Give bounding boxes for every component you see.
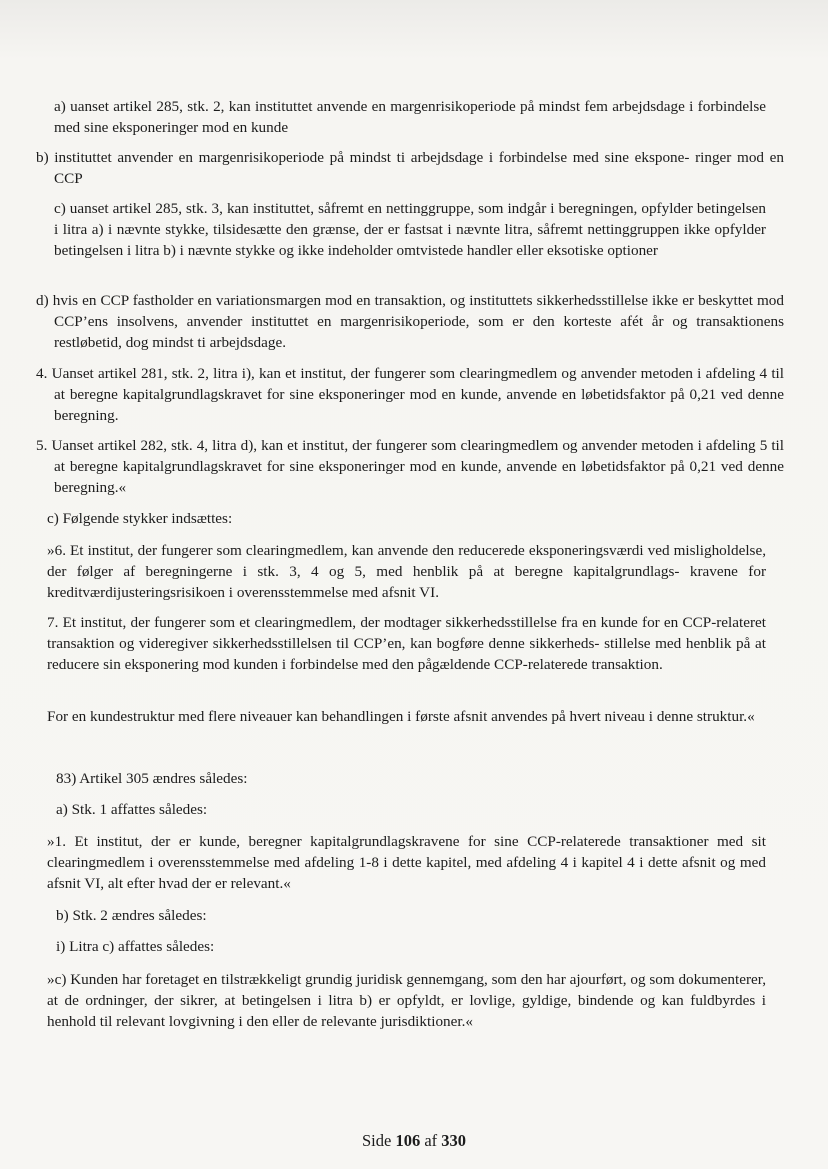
paragraph-b-margin-period-ccp: b) instituttet anvender en margenrisikoperiode på mindst ti arbejdsdage i forbindelse med sine ekspone- ringer mod en CCP	[36, 149, 784, 187]
paragraph-b-stk-2: b) Stk. 2 ændres således:	[56, 907, 207, 924]
paragraph-c-legal-review: »c) Kunden har foretaget en tilstrækkeligt grundig juridisk gennemgang, som den har ajourført, og som dokumenterer, at de ordninger, der sikrer, at betingelsen i litra b) er opfyldt, er lovlige, gyldige, bindende og kan fuldbyrdes i henhold til relevant lovgivning i den eller de relevante jurisdiktioner.«	[47, 971, 766, 1030]
footer-prefix: Side	[361, 1131, 392, 1150]
paragraph-83-article-305: 83) Artikel 305 ændres således:	[56, 770, 248, 787]
footer-current-page: 106	[395, 1131, 421, 1150]
footer-total-pages: 330	[441, 1131, 467, 1150]
paragraph-7-collateral: 7. Et institut, der fungerer som et clearingmedlem, der modtager sikkerhedsstillelse fra en kunde for en CCP-relateret transaktion og videregiver sikkerhedsstillelsen til CCP’en, kan bogføre denne sikkerheds- stillelse med henblik på at reducere sin eksponering mod kunden i forbindelse med den pågældende CCP-relaterede transaktion.	[47, 614, 766, 673]
footer-middle: af	[424, 1131, 438, 1150]
paragraph-c-following-inserted: c) Følgende stykker indsættes:	[47, 510, 233, 527]
paragraph-d-variation-margin: d) hvis en CCP fastholder en variationsmargen mod en transaktion, og instituttets sikkerhedsstillelse ikke er beskyttet mod CCP’ens insolvens, anvender instituttet en margenrisikoperiode, som er den korteste afét år og transaktionens restløbetid, dog mindst ti arbejdsdage.	[36, 292, 784, 351]
paragraph-5-maturity-factor: 5. Uanset artikel 282, stk. 4, litra d), kan et institut, der fungerer som clearingmedlem og anvender metoden i afdeling 5 til at beregne kapitalgrundlagskravet for sine eksponeringer mod en kunde, anvende en løbetidsfaktor på 0,21 ved denne beregning.«	[36, 437, 784, 496]
paragraph-c-netting-group: c) uanset artikel 285, stk. 3, kan instituttet, såfremt en nettinggruppe, som indgår i beregningen, opfylder betingelsen i litra a) i nævnte stykke, tilsidesætte den grænse, der er fastsat i nævnte litra, såfremt nettinggruppen ikke opfylder betingelsen i litra b) i nævnte stykke og ikke indeholder omtvistede handler eller eksotiske optioner	[54, 200, 766, 259]
paragraph-a-margin-period-client: a) uanset artikel 285, stk. 2, kan instituttet anvende en margenrisikoperiode på mindst fem arbejdsdage i forbindelse med sine eksponeringer mod en kunde	[54, 98, 766, 136]
paragraph-a-stk-1: a) Stk. 1 affattes således:	[56, 801, 208, 818]
page-number-footer	[0, 1131, 828, 1151]
paragraph-multi-level-structure: For en kundestruktur med flere niveauer kan behandlingen i første afsnit anvendes på hvert niveau i denne struktur.«	[47, 708, 755, 725]
paragraph-4-maturity-factor: 4. Uanset artikel 281, stk. 2, litra i), kan et institut, der fungerer som clearingmedlem og anvender metoden i afdeling 4 til at beregne kapitalgrundlagskravet for sine eksponeringer mod en kunde, anvende en løbetidsfaktor på 0,21 ved denne beregning.	[36, 365, 784, 424]
paragraph-6-reduced-exposure: »6. Et institut, der fungerer som clearingmedlem, kan anvende den reducerede eksponeringsværdi ved misligholdelse, der følger af beregningerne i stk. 3, 4 og 5, med henblik på at beregne kapitalgrundlags- kravene for kreditværdijusteringsrisikoen i overensstemmelse med afsnit VI.	[47, 542, 766, 601]
paragraph-1-client-institution: »1. Et institut, der er kunde, beregner kapitalgrundlagskravene for sine CCP-relaterede transaktioner med sit clearingmedlem i overensstemmelse med afdeling 1-8 i dette kapitel, med afdeling 4 i kapitel 4 i dette afsnit og med afsnit VI, alt efter hvad der er relevant.«	[47, 833, 766, 892]
paragraph-i-litra-c: i) Litra c) affattes således:	[56, 938, 215, 955]
